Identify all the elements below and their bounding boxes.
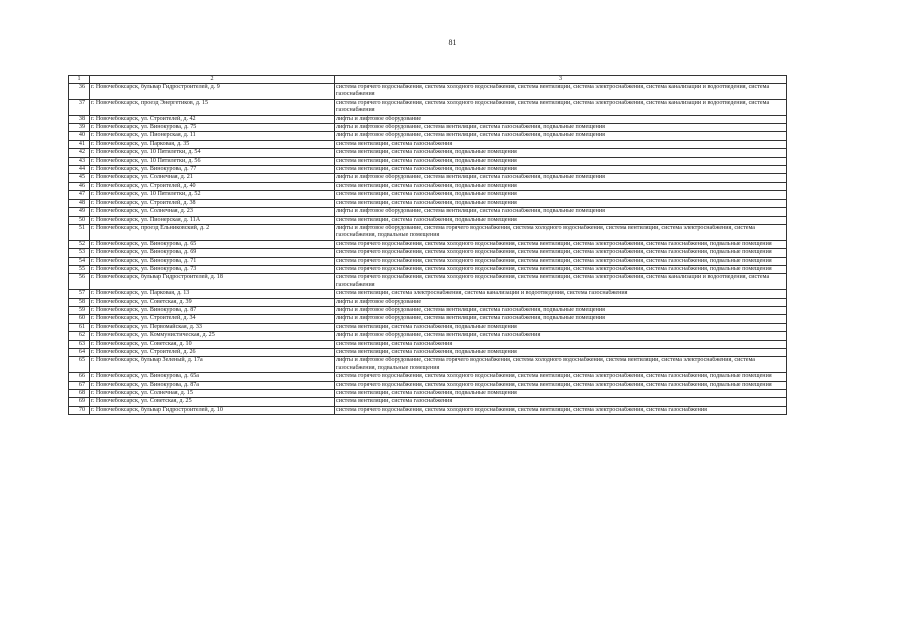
row-number: 65	[69, 357, 90, 373]
row-number: 66	[69, 373, 90, 381]
table-row	[69, 84, 787, 100]
row-systems: система вентиляции, система газоснабжения, подвальные помещения	[335, 182, 787, 190]
table-row	[69, 115, 787, 123]
column-header-number: 1	[69, 76, 90, 84]
row-number: 69	[69, 398, 90, 406]
row-number: 43	[69, 157, 90, 165]
row-address: г. Новочебоксарск, ул. Парковая, д. 35	[90, 140, 335, 148]
row-address: г. Новочебоксарск, бульвар Гидростроителей, д. 9	[90, 84, 335, 100]
row-number: 50	[69, 216, 90, 224]
row-number: 53	[69, 249, 90, 257]
row-systems: система вентиляции, система газоснабжения, подвальные помещения	[335, 191, 787, 199]
row-number: 38	[69, 115, 90, 123]
row-systems: система вентиляции, система газоснабжения, подвальные помещения	[335, 349, 787, 357]
row-systems: система горячего водоснабжения, система холодного водоснабжения, система вентиляции, система электроснабжения, система канализации и водоотведения, система газоснабжения	[335, 99, 787, 115]
table-row	[69, 373, 787, 381]
table-row	[69, 381, 787, 389]
row-address: г. Новочебоксарск, ул. Винокурова, д. 87а	[90, 381, 335, 389]
row-address: г. Новочебоксарск, ул. Винокурова, д. 73	[90, 265, 335, 273]
row-address: г. Новочебоксарск, ул. Строителей, д. 38	[90, 199, 335, 207]
row-number: 70	[69, 406, 90, 414]
row-address: г. Новочебоксарск, бульвар Гидростроителей, д. 10	[90, 406, 335, 414]
row-number: 57	[69, 290, 90, 298]
row-number: 39	[69, 124, 90, 132]
table-row	[69, 323, 787, 331]
row-address: г. Новочебоксарск, ул. Винокурова, д. 65	[90, 240, 335, 248]
row-number: 36	[69, 84, 90, 100]
row-systems: лифты и лифтовое оборудование	[335, 115, 787, 123]
row-number: 45	[69, 174, 90, 182]
table-row	[69, 398, 787, 406]
table-row	[69, 265, 787, 273]
row-systems: система вентиляции, система газоснабжения, подвальные помещения	[335, 149, 787, 157]
row-address: г. Новочебоксарск, ул. 10 Пятилетки, д. 54	[90, 149, 335, 157]
row-address: г. Новочебоксарск, бульвар Гидростроителей, д. 18	[90, 274, 335, 290]
column-header-systems: 3	[335, 76, 787, 84]
row-systems: система горячего водоснабжения, система холодного водоснабжения, система вентиляции, система электроснабжения, система газоснабжения, подвальные помещения	[335, 249, 787, 257]
row-systems: система горячего водоснабжения, система холодного водоснабжения, система вентиляции, система электроснабжения, система газоснабжения, подвальные помещения	[335, 265, 787, 273]
table-row	[69, 124, 787, 132]
row-address: г. Новочебоксарск, ул. Строителей, д. 40	[90, 182, 335, 190]
table-header-row	[69, 76, 787, 84]
table-row	[69, 249, 787, 257]
row-address: г. Новочебоксарск, ул. Солнечная, д. 21	[90, 174, 335, 182]
table-row	[69, 199, 787, 207]
row-address: г. Новочебоксарск, ул. Винокурова, д. 69	[90, 249, 335, 257]
row-systems: система горячего водоснабжения, система холодного водоснабжения, система вентиляции, система электроснабжения, система газоснабжения, подвальные помещения	[335, 240, 787, 248]
row-systems: система горячего водоснабжения, система холодного водоснабжения, система вентиляции, система электроснабжения, система газоснабжения, подвальные помещения	[335, 381, 787, 389]
row-address: г. Новочебоксарск, ул. Винокурова, д. 77	[90, 166, 335, 174]
row-number: 61	[69, 323, 90, 331]
table-row	[69, 298, 787, 306]
row-systems: система вентиляции, система газоснабжения, подвальные помещения	[335, 390, 787, 398]
row-number: 67	[69, 381, 90, 389]
table-row	[69, 166, 787, 174]
row-systems: система горячего водоснабжения, система холодного водоснабжения, система вентиляции, система электроснабжения, система канализации и водоотведения, система газоснабжения	[335, 274, 787, 290]
row-address: г. Новочебоксарск, ул. Строителей, д. 34	[90, 315, 335, 323]
table-row	[69, 306, 787, 314]
row-systems: лифты и лифтовое оборудование, система вентиляции, система газоснабжения, подвальные помещения	[335, 132, 787, 140]
table-row	[69, 224, 787, 240]
row-address: г. Новочебоксарск, ул. 10 Пятилетки, д. 56	[90, 157, 335, 165]
row-number: 58	[69, 298, 90, 306]
row-number: 42	[69, 149, 90, 157]
row-systems: лифты и лифтовое оборудование, система вентиляции, система газоснабжения, подвальные помещения	[335, 174, 787, 182]
row-number: 40	[69, 132, 90, 140]
row-systems: система вентиляции, система газоснабжения, подвальные помещения	[335, 199, 787, 207]
table-row	[69, 140, 787, 148]
row-address: г. Новочебоксарск, бульвар Зеленый, д. 17а	[90, 357, 335, 373]
row-address: г. Новочебоксарск, ул. Винокурова, д. 75	[90, 124, 335, 132]
row-address: г. Новочебоксарск, проезд Энергетиков, д. 15	[90, 99, 335, 115]
table-row	[69, 216, 787, 224]
table-row	[69, 257, 787, 265]
row-number: 68	[69, 390, 90, 398]
row-number: 37	[69, 99, 90, 115]
row-systems: система горячего водоснабжения, система холодного водоснабжения, система вентиляции, система электроснабжения, система канализации и водоотведения, система газоснабжения	[335, 84, 787, 100]
row-systems: лифты и лифтовое оборудование, система горячего водоснабжения, система холодного водоснабжения, система вентиляции, система электроснабжения, система газоснабжения, подвальные помещения	[335, 224, 787, 240]
row-number: 59	[69, 306, 90, 314]
table-row	[69, 174, 787, 182]
row-address: г. Новочебоксарск, ул. Строителей, д. 26	[90, 349, 335, 357]
row-number: 55	[69, 265, 90, 273]
row-address: г. Новочебоксарск, ул. Первомайская, д. 33	[90, 323, 335, 331]
table-row	[69, 240, 787, 248]
row-systems: лифты и лифтовое оборудование, система вентиляции, система газоснабжения, подвальные помещения	[335, 315, 787, 323]
row-systems: лифты и лифтовое оборудование, система горячего водоснабжения, система холодного водоснабжения, система вентиляции, система электроснабжения, система газоснабжения, подвальные помещения	[335, 357, 787, 373]
row-number: 62	[69, 332, 90, 340]
row-number: 60	[69, 315, 90, 323]
row-address: г. Новочебоксарск, проезд Ельниковский, д. 2	[90, 224, 335, 240]
row-number: 64	[69, 349, 90, 357]
row-number: 54	[69, 257, 90, 265]
table-row	[69, 406, 787, 414]
table-row	[69, 132, 787, 140]
row-address: г. Новочебоксарск, ул. Строителей, д. 42	[90, 115, 335, 123]
row-systems: система вентиляции, система газоснабжения	[335, 140, 787, 148]
page-number: 81	[448, 38, 457, 47]
row-address: г. Новочебоксарск, ул. Винокурова, д. 87	[90, 306, 335, 314]
row-systems: система вентиляции, система газоснабжения, подвальные помещения	[335, 323, 787, 331]
row-systems: лифты и лифтовое оборудование, система вентиляции, система газоснабжения	[335, 332, 787, 340]
row-address: г. Новочебоксарск, ул. Солнечная, д. 23	[90, 208, 335, 216]
row-systems: система вентиляции, система газоснабжения, подвальные помещения	[335, 166, 787, 174]
row-address: г. Новочебоксарск, ул. Советская, д. 25	[90, 398, 335, 406]
table-row	[69, 340, 787, 348]
table-row	[69, 157, 787, 165]
row-systems: лифты и лифтовое оборудование, система вентиляции, система газоснабжения, подвальные помещения	[335, 124, 787, 132]
table-row	[69, 315, 787, 323]
row-number: 47	[69, 191, 90, 199]
row-address: г. Новочебоксарск, ул. Коммунистическая, д. 25	[90, 332, 335, 340]
row-address: г. Новочебоксарск, ул. Советская, д. 10	[90, 340, 335, 348]
table-row	[69, 99, 787, 115]
column-header-address: 2	[90, 76, 335, 84]
row-number: 52	[69, 240, 90, 248]
row-systems: система горячего водоснабжения, система холодного водоснабжения, система вентиляции, система электроснабжения, система газоснабжения	[335, 406, 787, 414]
row-address: г. Новочебоксарск, ул. Винокурова, д. 71	[90, 257, 335, 265]
row-address: г. Новочебоксарск, ул. Винокурова, д. 65а	[90, 373, 335, 381]
row-systems: лифты и лифтовое оборудование, система вентиляции, система газоснабжения, подвальные помещения	[335, 208, 787, 216]
row-address: г. Новочебоксарск, ул. Парковая, д. 13	[90, 290, 335, 298]
row-address: г. Новочебоксарск, ул. Пионерская, д. 11	[90, 132, 335, 140]
row-address: г. Новочебоксарск, ул. Советская, д. 39	[90, 298, 335, 306]
table-row	[69, 149, 787, 157]
row-number: 44	[69, 166, 90, 174]
row-systems: лифты и лифтовое оборудование	[335, 298, 787, 306]
table-row	[69, 332, 787, 340]
row-systems: система вентиляции, система газоснабжения, подвальные помещения	[335, 216, 787, 224]
row-number: 49	[69, 208, 90, 216]
row-systems: лифты и лифтовое оборудование, система вентиляции, система газоснабжения, подвальные помещения	[335, 306, 787, 314]
row-systems: система горячего водоснабжения, система холодного водоснабжения, система вентиляции, система электроснабжения, система газоснабжения, подвальные помещения	[335, 373, 787, 381]
building-systems-table	[68, 75, 787, 415]
row-systems: система горячего водоснабжения, система холодного водоснабжения, система вентиляции, система электроснабжения, система газоснабжения, подвальные помещения	[335, 257, 787, 265]
table-row	[69, 357, 787, 373]
table-row	[69, 274, 787, 290]
row-systems: система вентиляции, система электроснабжения, система канализации и водоотведения, система газоснабжения	[335, 290, 787, 298]
table-row	[69, 182, 787, 190]
row-address: г. Новочебоксарск, ул. Пионерская, д. 11А	[90, 216, 335, 224]
row-number: 51	[69, 224, 90, 240]
row-number: 56	[69, 274, 90, 290]
table-row	[69, 191, 787, 199]
table-body	[69, 84, 787, 415]
row-systems: система вентиляции, система газоснабжения, подвальные помещения	[335, 157, 787, 165]
row-address: г. Новочебоксарск, ул. Солнечная, д. 15	[90, 390, 335, 398]
row-systems: система вентиляции, система газоснабжения	[335, 340, 787, 348]
row-number: 46	[69, 182, 90, 190]
row-number: 63	[69, 340, 90, 348]
table-row	[69, 290, 787, 298]
row-systems: система вентиляции, система газоснабжения	[335, 398, 787, 406]
row-number: 48	[69, 199, 90, 207]
row-number: 41	[69, 140, 90, 148]
table-row	[69, 349, 787, 357]
row-address: г. Новочебоксарск, ул. 10 Пятилетки, д. 52	[90, 191, 335, 199]
table-row	[69, 390, 787, 398]
table-row	[69, 208, 787, 216]
